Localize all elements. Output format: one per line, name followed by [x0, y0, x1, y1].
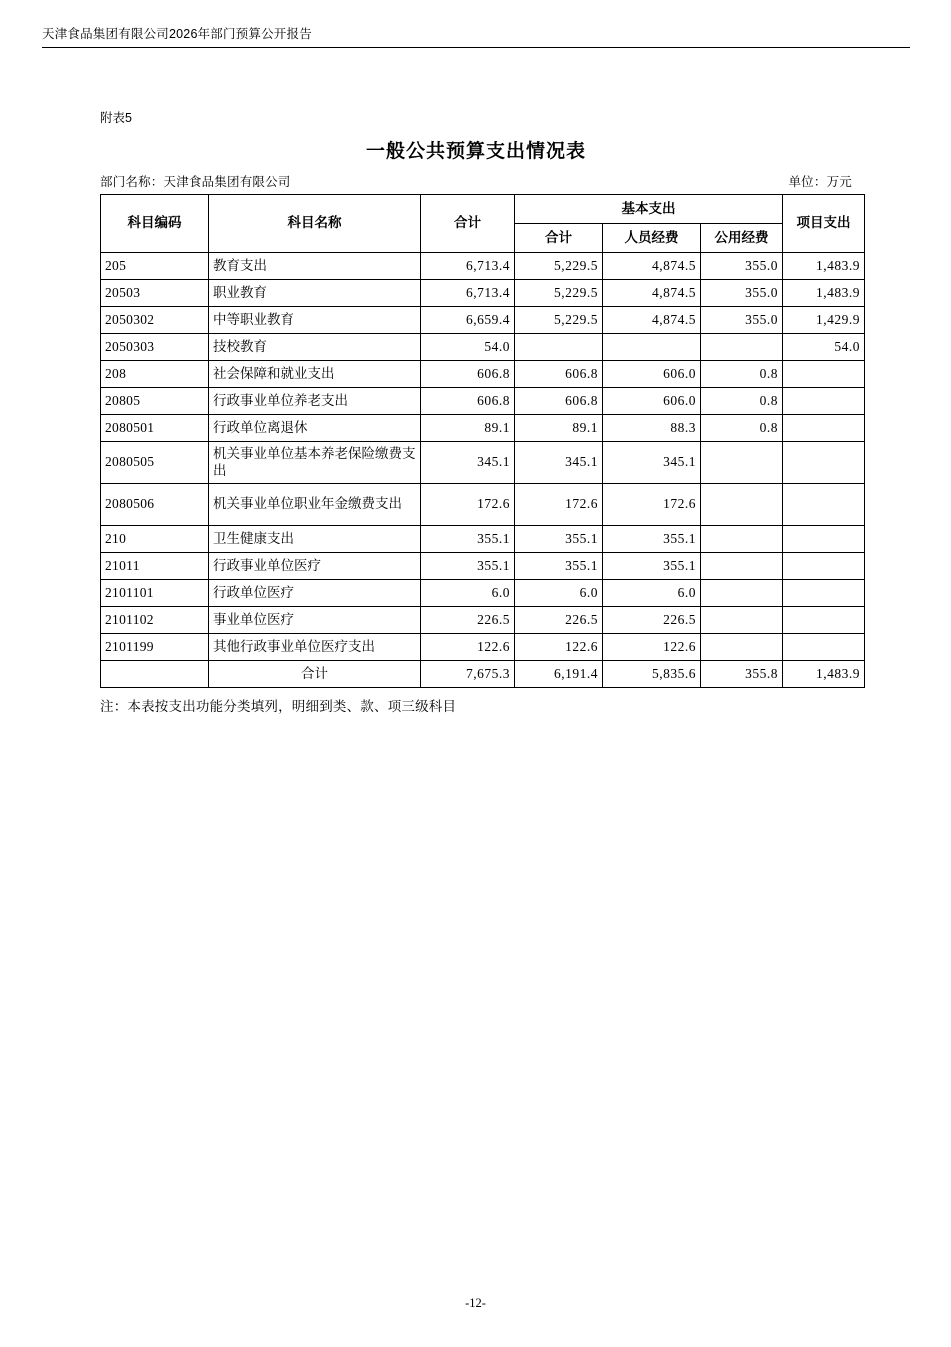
cell-subject-code: 208 [101, 361, 209, 388]
table-row [101, 388, 865, 415]
cell-subject-name: 中等职业教育 [209, 307, 421, 334]
cell-subject-code: 2101199 [101, 634, 209, 661]
cell-subject-name: 机关事业单位基本养老保险缴费支出 [209, 442, 421, 484]
cell-project [783, 580, 865, 607]
cell-basic-total: 355.1 [515, 553, 603, 580]
table-row [101, 442, 865, 484]
cell-project [783, 607, 865, 634]
cell-personnel: 355.1 [603, 526, 701, 553]
cell-basic-total: 6.0 [515, 580, 603, 607]
cell-public [701, 580, 783, 607]
cell-subject-code: 2050303 [101, 334, 209, 361]
table-row [101, 526, 865, 553]
cell-subject-name: 卫生健康支出 [209, 526, 421, 553]
cell-total: 6,713.4 [421, 253, 515, 280]
cell-basic-total: 355.1 [515, 526, 603, 553]
table-row [101, 334, 865, 361]
cell-basic-total: 5,229.5 [515, 253, 603, 280]
cell-project: 1,483.9 [783, 280, 865, 307]
table-row [101, 607, 865, 634]
cell-basic-total: 5,229.5 [515, 307, 603, 334]
table-row [101, 415, 865, 442]
header-public: 公用经费 [701, 224, 783, 253]
cell-personnel: 606.0 [603, 388, 701, 415]
cell-personnel: 345.1 [603, 442, 701, 484]
cell-total: 345.1 [421, 442, 515, 484]
table-header [101, 195, 865, 253]
cell-personnel: 88.3 [603, 415, 701, 442]
cell-total: 122.6 [421, 634, 515, 661]
table-row [101, 634, 865, 661]
cell-basic-total: 345.1 [515, 442, 603, 484]
cell-public-sum: 355.8 [701, 661, 783, 688]
cell-personnel: 6.0 [603, 580, 701, 607]
cell-personnel: 226.5 [603, 607, 701, 634]
cell-project [783, 526, 865, 553]
cell-basic-total: 606.8 [515, 388, 603, 415]
cell-public [701, 442, 783, 484]
cell-project [783, 553, 865, 580]
cell-public: 0.8 [701, 415, 783, 442]
table-row [101, 553, 865, 580]
cell-subject-name: 行政单位医疗 [209, 580, 421, 607]
cell-subject-name: 教育支出 [209, 253, 421, 280]
cell-subject-name: 事业单位医疗 [209, 607, 421, 634]
cell-project [783, 634, 865, 661]
cell-personnel: 122.6 [603, 634, 701, 661]
document-body [100, 108, 860, 715]
cell-subject-code: 21011 [101, 553, 209, 580]
cell-total: 172.6 [421, 484, 515, 526]
cell-total: 226.5 [421, 607, 515, 634]
cell-subject-code: 2080505 [101, 442, 209, 484]
cell-subject-name: 职业教育 [209, 280, 421, 307]
cell-subject-name: 机关事业单位职业年金缴费支出 [209, 484, 421, 526]
cell-public: 355.0 [701, 307, 783, 334]
table-row [101, 280, 865, 307]
table-total-row [101, 661, 865, 688]
cell-basic-total [515, 334, 603, 361]
cell-personnel: 172.6 [603, 484, 701, 526]
table-row [101, 361, 865, 388]
table-meta-row [100, 172, 852, 190]
cell-subject-name: 行政事业单位养老支出 [209, 388, 421, 415]
cell-project: 1,429.9 [783, 307, 865, 334]
cell-project [783, 361, 865, 388]
department-name: 部门名称：天津食品集团有限公司 [100, 175, 291, 189]
cell-total: 6.0 [421, 580, 515, 607]
page-number: -12- [465, 1296, 486, 1310]
cell-subject-code: 210 [101, 526, 209, 553]
cell-total: 6,713.4 [421, 280, 515, 307]
table-row [101, 253, 865, 280]
header-code: 科目编码 [101, 195, 209, 253]
cell-subject-code: 20503 [101, 280, 209, 307]
cell-total-sum: 7,675.3 [421, 661, 515, 688]
cell-total-label: 合计 [209, 661, 421, 688]
cell-project: 54.0 [783, 334, 865, 361]
cell-personnel: 606.0 [603, 361, 701, 388]
cell-basic-total: 172.6 [515, 484, 603, 526]
cell-personnel: 4,874.5 [603, 253, 701, 280]
cell-subject-name: 行政事业单位医疗 [209, 553, 421, 580]
cell-project [783, 442, 865, 484]
header-personnel: 人员经费 [603, 224, 701, 253]
cell-total: 606.8 [421, 361, 515, 388]
table-row [101, 307, 865, 334]
cell-project [783, 415, 865, 442]
cell-project [783, 484, 865, 526]
cell-public [701, 526, 783, 553]
header-total: 合计 [421, 195, 515, 253]
header-project: 项目支出 [783, 195, 865, 253]
cell-total: 89.1 [421, 415, 515, 442]
cell-basic-total: 5,229.5 [515, 280, 603, 307]
cell-public: 355.0 [701, 253, 783, 280]
table-body [101, 253, 865, 688]
cell-public [701, 484, 783, 526]
cell-project [783, 388, 865, 415]
cell-basic-total: 122.6 [515, 634, 603, 661]
cell-basic-total: 226.5 [515, 607, 603, 634]
cell-personnel: 4,874.5 [603, 307, 701, 334]
cell-basic-total: 606.8 [515, 361, 603, 388]
cell-personnel: 355.1 [603, 553, 701, 580]
cell-subject-code: 2101102 [101, 607, 209, 634]
attachment-label: 附表5 [100, 111, 132, 125]
cell-subject-code: 2101101 [101, 580, 209, 607]
cell-public: 0.8 [701, 361, 783, 388]
table-row [101, 484, 865, 526]
header-name: 科目名称 [209, 195, 421, 253]
cell-subject-name: 技校教育 [209, 334, 421, 361]
cell-total: 355.1 [421, 553, 515, 580]
cell-public [701, 607, 783, 634]
cell-subject-code: 205 [101, 253, 209, 280]
cell-subject-name: 行政单位离退休 [209, 415, 421, 442]
table-row [101, 580, 865, 607]
cell-subject-code: 20805 [101, 388, 209, 415]
unit-label: 单位：万元 [788, 175, 852, 189]
cell-project-sum: 1,483.9 [783, 661, 865, 688]
page-title: 一般公共预算支出情况表 [365, 141, 586, 162]
cell-total: 54.0 [421, 334, 515, 361]
cell-total-row-code [101, 661, 209, 688]
cell-personnel [603, 334, 701, 361]
table-note: 注：本表按支出功能分类填列，明细到类、款、项三级科目 [100, 699, 457, 714]
cell-public [701, 553, 783, 580]
cell-subject-code: 2080506 [101, 484, 209, 526]
cell-subject-code: 2080501 [101, 415, 209, 442]
cell-public [701, 334, 783, 361]
cell-total: 6,659.4 [421, 307, 515, 334]
cell-project: 1,483.9 [783, 253, 865, 280]
cell-public: 0.8 [701, 388, 783, 415]
table-header-row-1 [101, 195, 865, 224]
cell-total: 355.1 [421, 526, 515, 553]
cell-basic-total: 89.1 [515, 415, 603, 442]
cell-subject-name: 社会保障和就业支出 [209, 361, 421, 388]
cell-public [701, 634, 783, 661]
header-basic-total: 合计 [515, 224, 603, 253]
cell-subject-name: 其他行政事业单位医疗支出 [209, 634, 421, 661]
cell-subject-code: 2050302 [101, 307, 209, 334]
cell-public: 355.0 [701, 280, 783, 307]
cell-total: 606.8 [421, 388, 515, 415]
cell-basic-total-sum: 6,191.4 [515, 661, 603, 688]
cell-personnel-sum: 5,835.6 [603, 661, 701, 688]
header-basic-group: 基本支出 [515, 195, 783, 224]
cell-personnel: 4,874.5 [603, 280, 701, 307]
budget-expenditure-table [100, 194, 865, 688]
running-header: 天津食品集团有限公司2026年部门预算公开报告 [42, 24, 910, 48]
